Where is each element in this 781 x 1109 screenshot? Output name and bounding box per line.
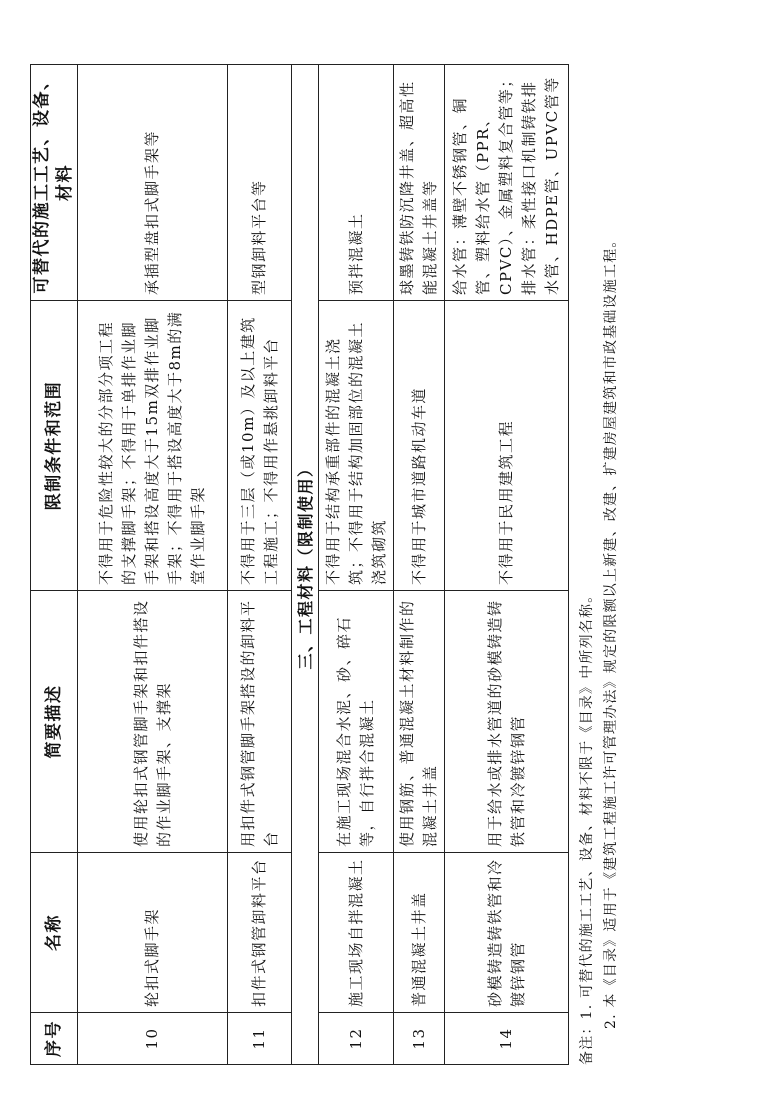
- row-name: 施工现场自拌混凝土: [319, 853, 394, 1013]
- row-alt: 承插型盘扣式脚手架等: [78, 65, 228, 301]
- table-row: [228, 65, 292, 1065]
- row-no: 14: [445, 1013, 569, 1065]
- row-alt: 给水管：薄壁不锈钢管、铜管、塑料给水管（PPR、CPVC）、金属塑料复合管等；排水管：柔性接口机制铸铁排水管、HDPE管、UPVC管等: [445, 65, 569, 301]
- note-line-1: 备注：1. 可替代的施工工艺、设备、材料不限于《目录》中所列名称。: [579, 587, 595, 1065]
- section-heading: 三、工程材料（限制使用）: [292, 65, 319, 1065]
- table-header-row: [31, 65, 78, 1065]
- row-name: 轮扣式脚手架: [78, 853, 228, 1013]
- table-row: [78, 65, 228, 1065]
- row-desc: 使用轮扣式钢管脚手架和扣件搭设的作业脚手架、支撑架: [78, 591, 228, 853]
- row-no: 11: [228, 1013, 292, 1065]
- row-name: 扣件式钢管卸料平台: [228, 853, 292, 1013]
- row-alt: 预拌混凝土: [319, 65, 394, 301]
- row-limit: 不得用于民用建筑工程: [445, 301, 569, 591]
- row-desc: 使用钢筋、普通混凝土材料制作的混凝土井盖: [394, 591, 445, 853]
- header-limit: 限制条件和范围: [31, 301, 78, 591]
- notes: [575, 35, 623, 1065]
- note-line-2: 2. 本《目录》适用于《建筑工程施工许可管理办法》规定的限额以上新建、改建、扩建房屋建筑和市政基础设施工程。: [603, 232, 619, 1029]
- row-limit: 不得用于三层（或10m）及以上建筑工程施工；不得用作悬挑卸料平台: [228, 301, 292, 591]
- row-desc: 用于给水或排水管道的砂模铸造铸铁管和冷镀锌钢管: [445, 591, 569, 853]
- row-no: 12: [319, 1013, 394, 1065]
- row-alt: 球墨铸铁防沉降井盖、超高性能混凝土井盖等: [394, 65, 445, 301]
- table-row: [394, 65, 445, 1065]
- row-limit: 不得用于结构承重部件的混凝土浇筑；不得用于结构加固部位的混凝土浇筑砌筑: [319, 301, 394, 591]
- table-row: [319, 65, 394, 1065]
- header-alt: 可替代的施工工艺、设备、材料: [31, 65, 78, 301]
- table-row: [445, 65, 569, 1065]
- restriction-table: [30, 64, 569, 1065]
- row-alt: 型钢卸料平台等: [228, 65, 292, 301]
- row-limit: 不得用于城市道路机动车道: [394, 301, 445, 591]
- row-name: 普通混凝土井盖: [394, 853, 445, 1013]
- row-desc: 在施工现场混合水泥、砂、碎石等，自行拌合混凝土: [319, 591, 394, 853]
- header-no: 序号: [31, 1013, 78, 1065]
- rotated-content: [30, 35, 750, 1065]
- header-name: 名称: [31, 853, 78, 1013]
- row-no: 10: [78, 1013, 228, 1065]
- row-limit: 不得用于危险性较大的分部分项工程的支撑脚手架；不得用于单排作业脚手架和搭设高度大于15m双排作业脚手架；不得用于搭设高度大于8m的满堂作业脚手架: [78, 301, 228, 591]
- row-no: 13: [394, 1013, 445, 1065]
- header-desc: 简要描述: [31, 591, 78, 853]
- row-name: 砂模铸造铸铁管和冷镀锌钢管: [445, 853, 569, 1013]
- row-desc: 用扣件式钢管脚手架搭设的卸料平台: [228, 591, 292, 853]
- section-row: [292, 65, 319, 1065]
